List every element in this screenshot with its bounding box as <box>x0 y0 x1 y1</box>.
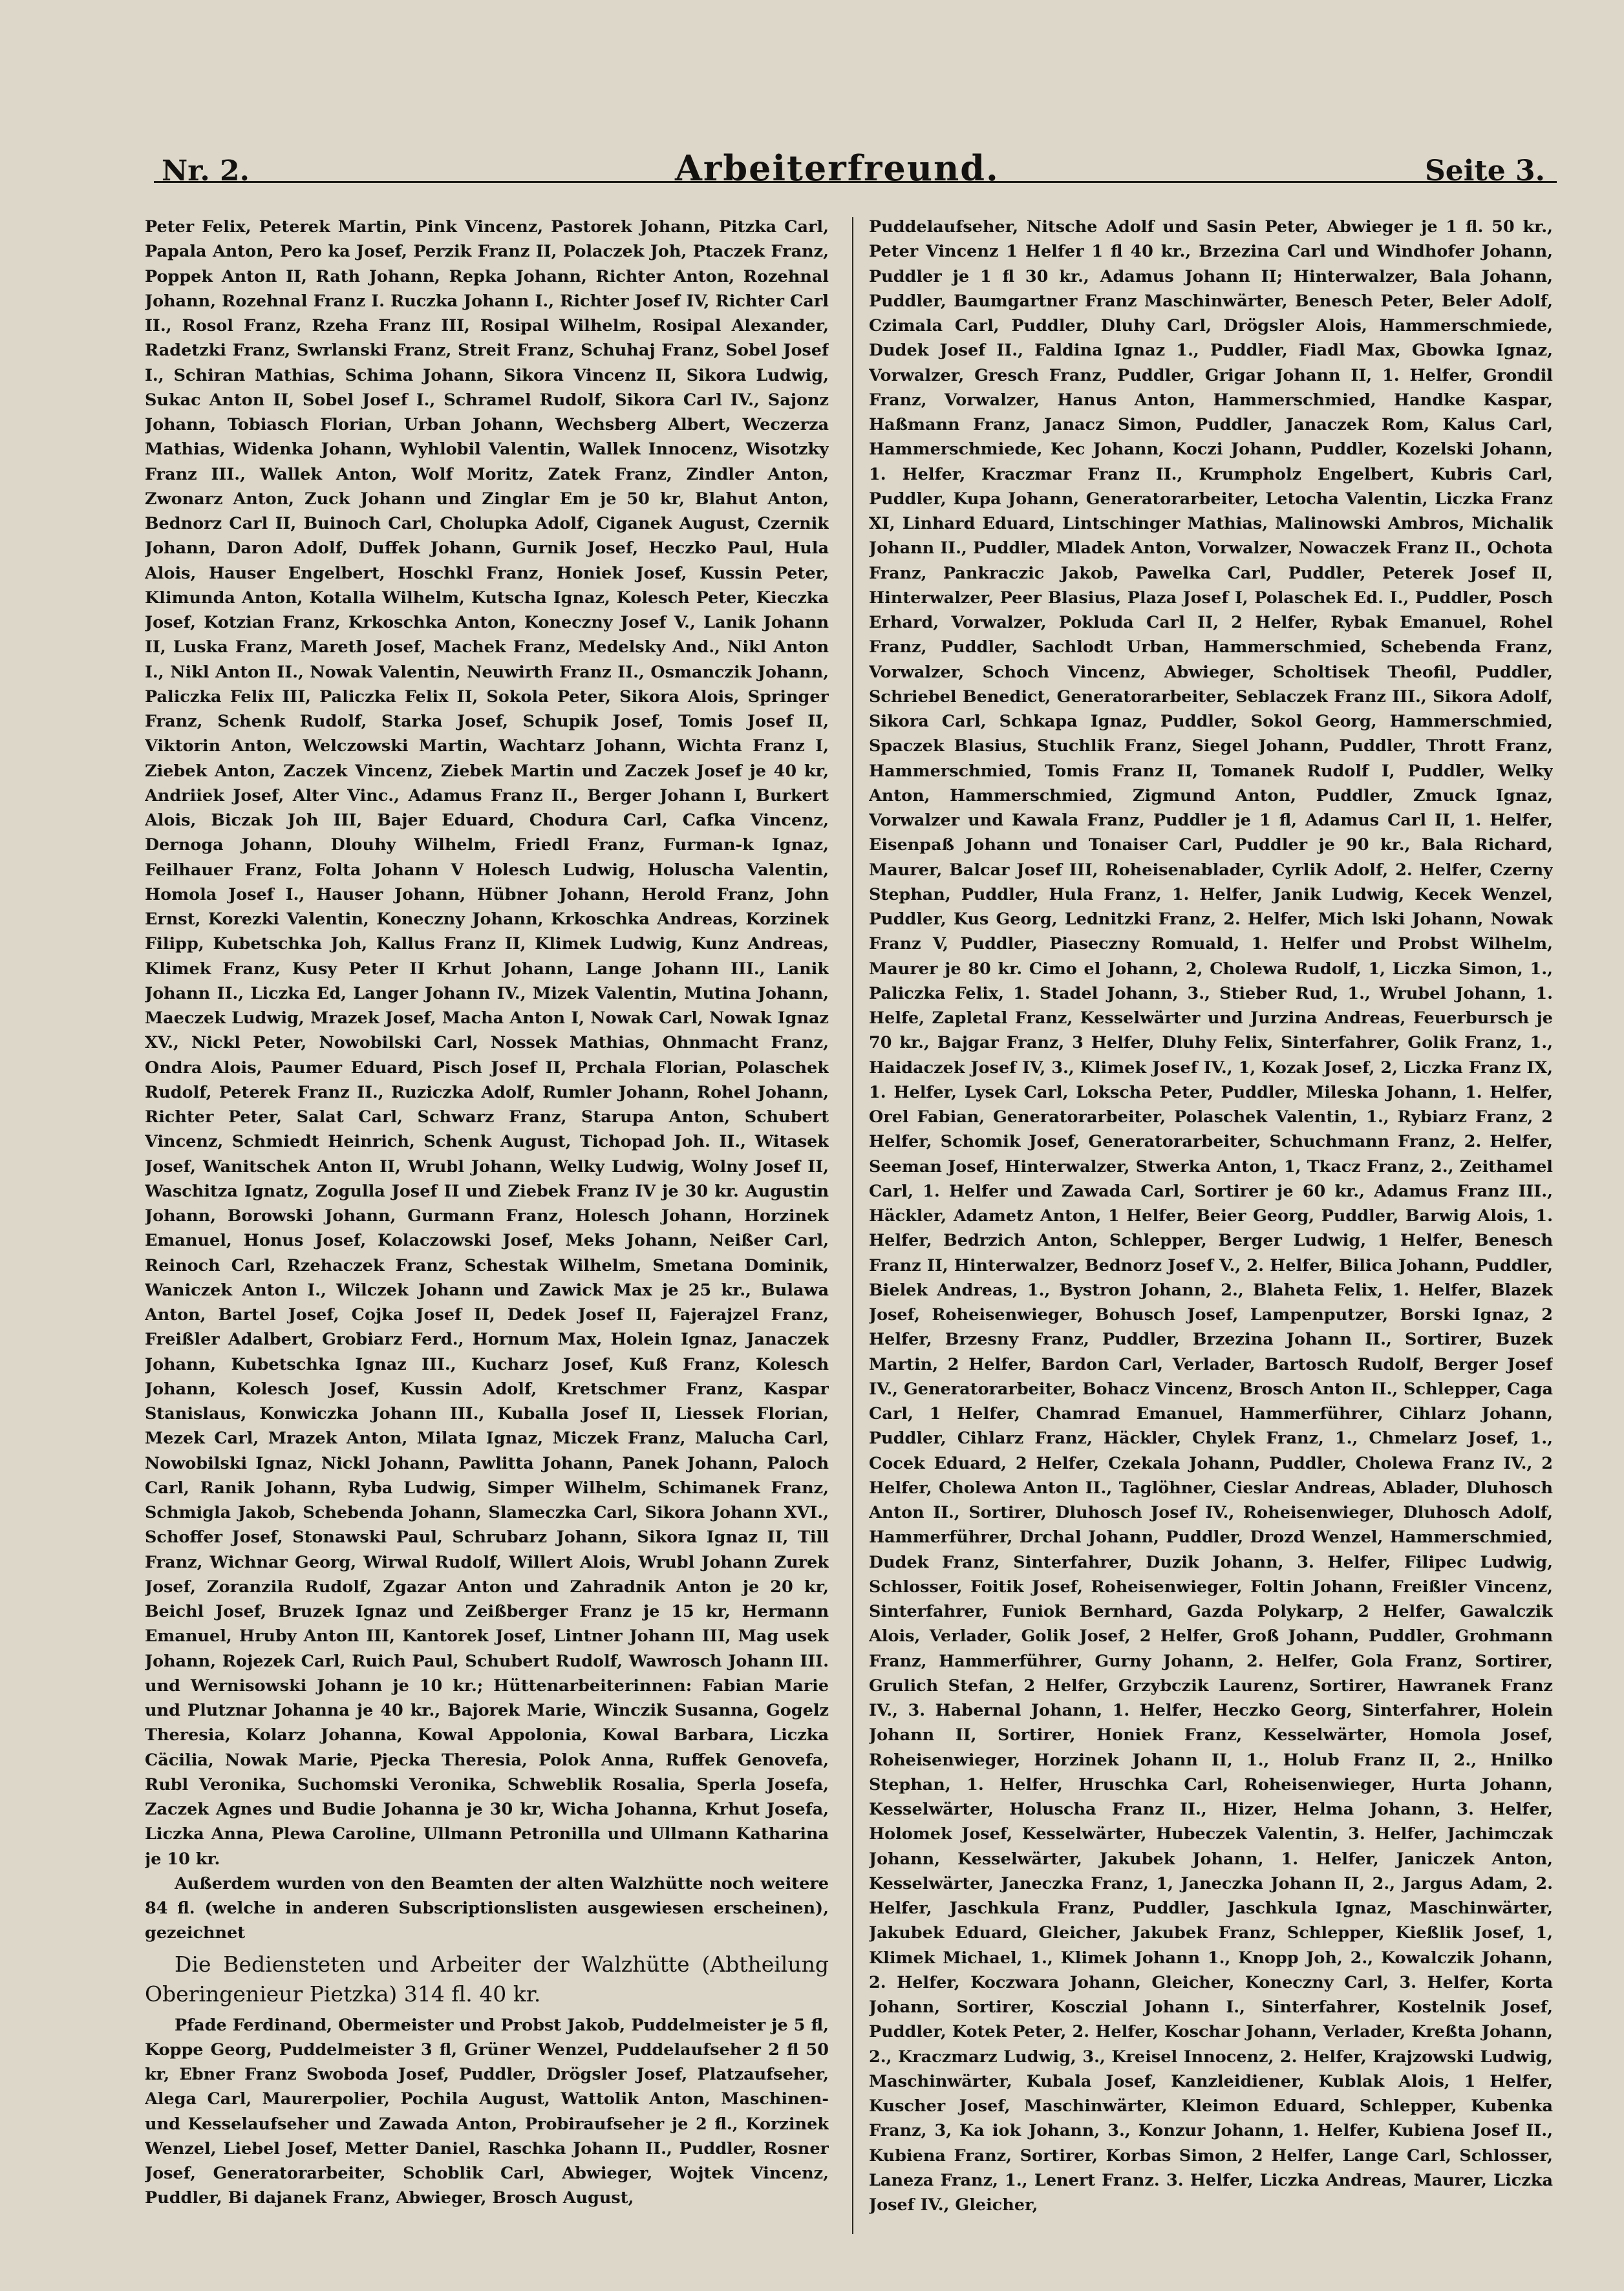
section-subheading: Die Bediensteten und Arbeiter der Walzhütte (Abtheilung Oberingenieur Pietzka) 314 fl. 40 kr. <box>145 1951 829 2007</box>
issue-number: Nr. 2. <box>162 155 250 187</box>
rolling-mill-list-paragraph: Pfade Ferdinand, Obermeister und Probst Jakob, Puddelmeister je 5 fl, Koppe Georg, Puddelmeister 3 fl, Grüner Wenzel, Puddelaufseher 2 fl 50 kr, Ebner Franz Swoboda Josef, Puddler, Drögsler Josef, Platzaufseher, Alega Carl, Maurerpolier, Pochila August, Wattolik Anton, Maschinen- und Kesselaufseher und Zawada Anton, Probiraufseher je 2 fl., Korzinek Wenzel, Liebel Josef, Metter Daniel, Raschka Johann II., Puddler, Rosner Josef, Generatorarbeiter, Schoblik Carl, Abwieger, Wojtek Vincenz, Puddler, Bi dajanek Franz, Abwieger, Brosch August, <box>145 2015 829 2208</box>
column-divider <box>852 217 853 2234</box>
left-column <box>145 215 829 2257</box>
page-number: Seite 3. <box>1424 155 1545 187</box>
masthead-title: Arbeiterfreund. <box>675 147 999 189</box>
subscriber-list-paragraph: Peter Felix, Peterek Martin, Pink Vincenz, Pastorek Johann, Pitzka Carl, Papala Anton, Pero ka Josef, Perzik Franz II, Polaczek Joh, Ptaczek Franz, Poppek Anton II, Rath Johann, Repka Johann, Richter Anton, Rozehnal Johann, Rozehnal Franz I. Ruczka Johann I., Richter Josef IV, Richter Carl II., Rosol Franz, Rzeha Franz III, Rosipal Wilhelm, Rosipal Alexander, Radetzki Franz, Swrlanski Franz, Streit Franz, Schuhaj Franz, Sobel Josef I., Schiran Mathias, Schima Johann, Sikora Vincenz II, Sikora Ludwig, Sukac Anton II, Sobel Josef I., Schramel Rudolf, Sikora Carl IV., Sajonz Johann, Tobiasch Florian, Urban Johann, Wechsberg Albert, Weczerza Mathias, Widenka Johann, Wyhlobil Valentin, Wallek Innocenz, Wisotzky Franz III., Wallek Anton, Wolf Moritz, Zatek Franz, Zindler Anton, Zwonarz Anton, Zuck Johann und Zinglar Em je 50 kr, Blahut Anton, Bednorz Carl II, Buinoch Carl, Cholupka Adolf, Ciganek August, Czernik Johann, Daron Adolf, Duffek Johann, Gurnik Josef, Heczko Paul, Hula Alois, Hauser Engelbert, Hoschkl Franz, Honiek Josef, Kussin Peter, Klimunda Anton, Kotalla Wilhelm, Kutscha Ignaz, Kolesch Peter, Kieczka Josef, Kotzian Franz, Krkoschka Anton, Koneczny Josef V., Lanik Johann II, Luska Franz, Mareth Josef, Machek Franz, Medelsky And., Nikl Anton I., Nikl Anton II., Nowak Valentin, Neuwirth Franz II., Osmanczik Johann, Paliczka Felix III, Paliczka Felix II, Sokola Peter, Sikora Alois, Springer Franz, Schenk Rudolf, Starka Josef, Schupik Josef, Tomis Josef II, Viktorin Anton, Welczowski Martin, Wachtarz Johann, Wichta Franz I, Ziebek Anton, Zaczek Vincenz, Ziebek Martin und Zaczek Josef je 40 kr, Andriiek Josef, Alter Vinc., Adamus Franz II., Berger Johann I, Burkert Alois, Biczak Joh III, Bajer Eduard, Chodura Carl, Cafka Vincenz, Dernoga Johann, Dlouhy Wilhelm, Friedl Franz, Furman-k Ignaz, Feilhauer Franz, Folta Johann V Holesch Ludwig, Holuscha Valentin, Homola Josef I., Hauser Johann, Hübner Johann, Herold Franz, John Ernst, Korezki Valentin, Koneczny Johann, Krkoschka Andreas, Korzinek Filipp, Kubetschka Joh, Kallus Franz II, Klimek Ludwig, Kunz Andreas, Klimek Franz, Kusy Peter II Krhut Johann, Lange Johann III., Lanik Johann II., Liczka Ed, Langer Johann IV., Mizek Valentin, Mutina Johann, Maeczek Ludwig, Mrazek Josef, Macha Anton I, Nowak Carl, Nowak Ignaz XV., Nickl Peter, Nowobilski Carl, Nossek Mathias, Ohnmacht Franz, Ondra Alois, Paumer Eduard, Pisch Josef II, Prchala Florian, Polaschek Rudolf, Peterek Franz II., Ruziczka Adolf, Rumler Johann, Rohel Johann, Richter Peter, Salat Carl, Schwarz Franz, Starupa Anton, Schubert Vincenz, Schmiedt Heinrich, Schenk August, Tichopad Joh. II., Witasek Josef, Wanitschek Anton II, Wrubl Johann, Welky Ludwig, Wolny Josef II, Waschitza Ignatz, Zogulla Josef II und Ziebek Franz IV je 30 kr. Augustin Johann, Borowski Johann, Gurmann Franz, Holesch Johann, Horzinek Emanuel, Honus Josef, Kolaczowski Josef, Meks Johann, Neißer Carl, Reinoch Carl, Rzehaczek Franz, Schestak Wilhelm, Smetana Dominik, Waniczek Anton I., Wilczek Johann und Zawick Max je 25 kr., Bulawa Anton, Bartel Josef, Cojka Josef II, Dedek Josef II, Fajerajzel Franz, Freißler Adalbert, Grobiarz Ferd., Hornum Max, Holein Ignaz, Janaczek Johann, Kubetschka Ignaz III., Kucharz Josef, Kuß Franz, Kolesch Johann, Kolesch Josef, Kussin Adolf, Kretschmer Franz, Kaspar Stanislaus, Konwiczka Johann III., Kuballa Josef II, Liessek Florian, Mezek Carl, Mrazek Anton, Milata Ignaz, Miczek Franz, Malucha Carl, Nowobilski Ignaz, Nickl Johann, Pawlitta Johann, Panek Johann, Paloch Carl, Ranik Johann, Ryba Ludwig, Simper Wilhelm, Schimanek Franz, Schmigla Jakob, Schebenda Johann, Slameczka Carl, Sikora Johann XVI., Schoffer Josef, Stonawski Paul, Schrubarz Johann, Sikora Ignaz II, Till Franz, Wichnar Georg, Wirwal Rudolf, Willert Alois, Wrubl Johann Zurek Josef, Zoranzila Rudolf, Zgazar Anton und Zahradnik Anton je 20 kr, Beichl Josef, Bruzek Ignaz und Zeißberger Franz je 15 kr, Hermann Emanuel, Hruby Anton III, Kantorek Josef, Lintner Johann III, Mag usek Johann, Rojezek Carl, Ruich Paul, Schubert Rudolf, Wawrosch Johann III. und Wernisowski Johann je 10 kr.; Hüttenarbeiterinnen: Fabian Marie und Plutznar Johanna je 40 kr., Bajorek Marie, Winczik Susanna, Gogelz Theresia, Kolarz Johanna, Kowal Appolonia, Kowal Barbara, Liczka Cäcilia, Nowak Marie, Pjecka Theresia, Polok Anna, Ruffek Genovefa, Rubl Veronika, Suchomski Veronika, Schweblik Rosalia, Sperla Josefa, Zaczek Agnes und Budie Johanna je 30 kr, Wicha Johanna, Krhut Josefa, Liczka Anna, Plewa Caroline, Ullmann Petronilla und Ullmann Katharina je 10 kr. <box>145 217 829 1869</box>
officials-note-paragraph: Außerdem wurden von den Beamten der alten Walzhütte noch weitere 84 fl. (welche in anderen Subscriptionslisten ausgewiesen erscheinen), gezeichnet <box>145 1873 829 1943</box>
page-header <box>162 147 1545 190</box>
header-rule <box>154 181 1557 183</box>
rolling-mill-list-continued: Puddelaufseher, Nitsche Adolf und Sasin Peter, Abwieger je 1 fl. 50 kr., Peter Vincenz 1 Helfer 1 fl 40 kr., Brzezina Carl und Windhofer Johann, Puddler je 1 fl 30 kr., Adamus Johann II; Hinterwalzer, Bala Johann, Puddler, Baumgartner Franz Maschinwärter, Benesch Peter, Beler Adolf, Czimala Carl, Puddler, Dluhy Carl, Drögsler Alois, Hammerschmiede, Dudek Josef II., Faldina Ignaz 1., Puddler, Fiadl Max, Gbowka Ignaz, Vorwalzer, Gresch Franz, Puddler, Grigar Johann II, 1. Helfer, Grondil Franz, Vorwalzer, Hanus Anton, Hammerschmied, Handke Kaspar, Haßmann Franz, Janacz Simon, Puddler, Janaczek Rom, Kalus Carl, Hammerschmiede, Kec Johann, Koczi Johann, Puddler, Kozelski Johann, 1. Helfer, Kraczmar Franz II., Krumpholz Engelbert, Kubris Carl, Puddler, Kupa Johann, Generatorarbeiter, Letocha Valentin, Liczka Franz XI, Linhard Eduard, Lintschinger Mathias, Malinowski Ambros, Michalik Johann II., Puddler, Mladek Anton, Vorwalzer, Nowaczek Franz II., Ochota Franz, Pankraczic Jakob, Pawelka Carl, Puddler, Peterek Josef II, Hinterwalzer, Peer Blasius, Plaza Josef I, Polaschek Ed. I., Puddler, Posch Erhard, Vorwalzer, Pokluda Carl II, 2 Helfer, Rybak Emanuel, Rohel Franz, Puddler, Sachlodt Urban, Hammerschmied, Schebenda Franz, Vorwalzer, Schoch Vincenz, Abwieger, Scholtisek Theofil, Puddler, Schriebel Benedict, Generatorarbeiter, Seblaczek Franz III., Sikora Adolf, Sikora Carl, Schkapa Ignaz, Puddler, Sokol Georg, Hammerschmied, Spaczek Blasius, Stuchlik Franz, Siegel Johann, Puddler, Thrott Franz, Hammerschmied, Tomis Franz II, Tomanek Rudolf I, Puddler, Welky Anton, Hammerschmied, Zigmund Anton, Puddler, Zmuck Ignaz, Vorwalzer und Kawala Franz, Puddler je 1 fl, Adamus Carl II, 1. Helfer, Eisenpaß Johann und Tonaiser Carl, Puddler je 90 kr., Bala Richard, Maurer, Balcar Josef III, Roheisenablader, Cyrlik Adolf, 2. Helfer, Czerny Stephan, Puddler, Hula Franz, 1. Helfer, Janik Ludwig, Kecek Wenzel, Puddler, Kus Georg, Lednitzki Franz, 2. Helfer, Mich lski Johann, Nowak Franz V, Puddler, Piaseczny Romuald, 1. Helfer und Probst Wilhelm, Maurer je 80 kr. Cimo el Johann, 2, Cholewa Rudolf, 1, Liczka Simon, 1., Paliczka Felix, 1. Stadel Johann, 3., Stieber Rud, 1., Wrubel Johann, 1. Helfe, Zapletal Franz, Kesselwärter und Jurzina Andreas, Feuerbursch je 70 kr., Bajgar Franz, 3 Helfer, Dluhy Felix, Sinterfahrer, Golik Franz, 1., Haidaczek Josef IV, 3., Klimek Josef IV., 1, Kozak Josef, 2, Liczka Franz IX, 1. Helfer, Lysek Carl, Lokscha Peter, Puddler, Mileska Johann, 1. Helfer, Orel Fabian, Generatorarbeiter, Polaschek Valentin, 1., Rybiarz Franz, 2 Helfer, Schomik Josef, Generatorarbeiter, Schuchmann Franz, 2. Helfer, Seeman Josef, Hinterwalzer, Stwerka Anton, 1, Tkacz Franz, 2., Zeithamel Carl, 1. Helfer und Zawada Carl, Sortirer je 60 kr., Adamus Franz III., Häckler, Adametz Anton, 1 Helfer, Beier Georg, Puddler, Barwig Alois, 1. Helfer, Bedrzich Anton, Schlepper, Berger Ludwig, 1 Helfer, Benesch Franz II, Hinterwalzer, Bednorz Josef V., 2. Helfer, Bilica Johann, Puddler, Bielek Andreas, 1., Bystron Johann, 2., Blaheta Felix, 1. Helfer, Blazek Josef, Roheisenwieger, Bohusch Josef, Lampenputzer, Borski Ignaz, 2 Helfer, Brzesny Franz, Puddler, Brzezina Johann II., Sortirer, Buzek Martin, 2 Helfer, Bardon Carl, Verlader, Bartosch Rudolf, Berger Josef IV., Generatorarbeiter, Bohacz Vincenz, Brosch Anton II., Schlepper, Caga Carl, 1 Helfer, Chamrad Emanuel, Hammerführer, Cihlarz Johann, Puddler, Cihlarz Franz, Häckler, Chylek Franz, 1., Chmelarz Josef, 1., Cocek Eduard, 2 Helfer, Czekala Johann, Puddler, Cholewa Franz IV., 2 Helfer, Cholewa Anton II., Taglöhner, Cieslar Andreas, Ablader, Dluhosch Anton II., Sortirer, Dluhosch Josef IV., Roheisenwieger, Dluhosch Adolf, Hammerführer, Drchal Johann, Puddler, Drozd Wenzel, Hammerschmied, Dudek Franz, Sinterfahrer, Duzik Johann, 3. Helfer, Filipec Ludwig, Schlosser, Foitik Josef, Roheisenwieger, Foltin Johann, Freißler Vincenz, Sinterfahrer, Funiok Bernhard, Gazda Polykarp, 2 Helfer, Gawalczik Alois, Verlader, Golik Josef, 2 Helfer, Groß Johann, Puddler, Grohmann Franz, Hammerführer, Gurny Johann, 2. Helfer, Gola Franz, Sortirer, Grulich Stefan, 2 Helfer, Grzybczik Laurenz, Sortirer, Hawranek Franz IV., 3. Habernal Johann, 1. Helfer, Heczko Georg, Sinterfahrer, Holein Johann II, Sortirer, Honiek Franz, Kesselwärter, Homola Josef, Roheisenwieger, Horzinek Johann II, 1., Holub Franz II, 2., Hnilko Stephan, 1. Helfer, Hruschka Carl, Roheisenwieger, Hurta Johann, Kesselwärter, Holuscha Franz II., Hizer, Helma Johann, 3. Helfer, Holomek Josef, Kesselwärter, Hubeczek Valentin, 3. Helfer, Jachimczak Johann, Kesselwärter, Jakubek Johann, 1. Helfer, Janiczek Anton, Kesselwärter, Janeczka Franz, 1, Janeczka Johann II, 2., Jargus Adam, 2. Helfer, Jaschkula Franz, Puddler, Jaschkula Ignaz, Maschinwärter, Jakubek Eduard, Gleicher, Jakubek Franz, Schlepper, Kießlik Josef, 1, Klimek Michael, 1., Klimek Johann 1., Knopp Joh, 2., Kowalczik Johann, 2. Helfer, Koczwara Johann, Gleicher, Koneczny Carl, 3. Helfer, Korta Johann, Sortirer, Kosczial Johann I., Sinterfahrer, Kostelnik Josef, Puddler, Kotek Peter, 2. Helfer, Koschar Johann, Verlader, Kreßta Johann, 2., Kraczmarz Ludwig, 3., Kreisel Innocenz, 2. Helfer, Krajzowski Ludwig, Maschinwärter, Kubala Josef, Kanzleidiener, Kublak Alois, 1 Helfer, Kuscher Josef, Maschinwärter, Kleimon Eduard, Schlepper, Kubenka Franz, 3, Ka iok Johann, 3., Konzur Johann, 1. Helfer, Kubiena Josef II., Kubiena Franz, Sortirer, Korbas Simon, 2 Helfer, Lange Carl, Schlosser, Laneza Franz, 1., Lenert Franz. 3. Helfer, Liczka Andreas, Maurer, Liczka Josef IV., Gleicher, <box>869 217 1553 2215</box>
right-column <box>869 215 1553 2257</box>
